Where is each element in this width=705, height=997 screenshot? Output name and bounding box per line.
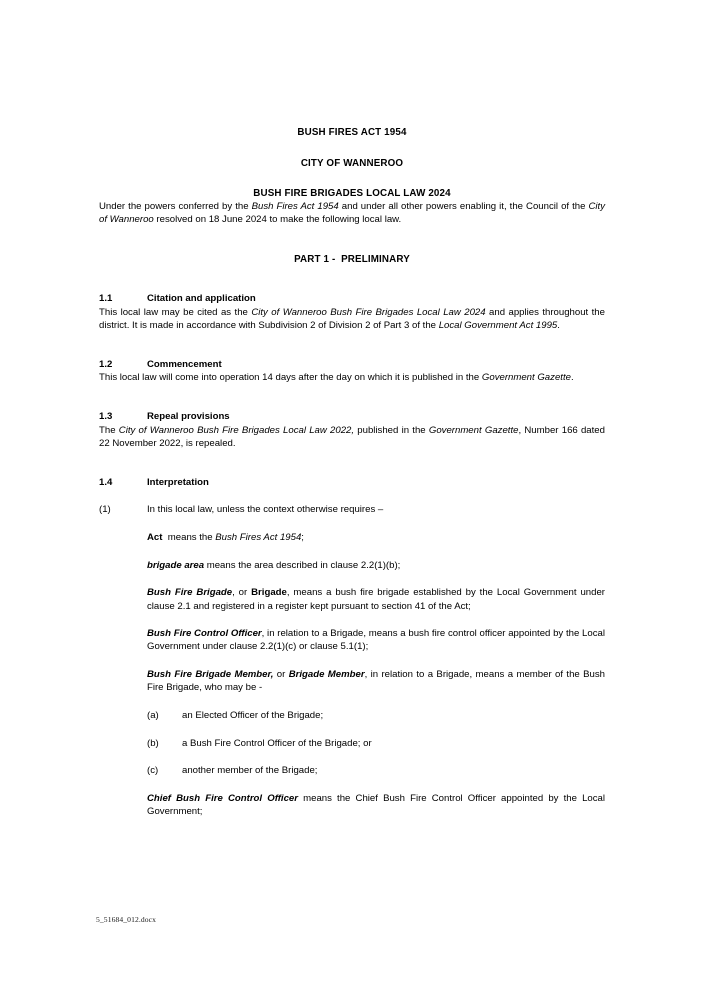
clause-1-1-text-2: and applies throughout the district. It is made in accordance with Subdivision 2 of Division 2 of Part 3 of the (99, 306, 605, 331)
local-law-title: BUSH FIRE BRIGADES LOCAL LAW 2024 (253, 188, 451, 199)
clause-heading-1-3 (99, 410, 605, 423)
preamble-text-1: Under the powers conferred by the (99, 201, 252, 212)
clause-number-1-2: 1.2 (99, 359, 113, 371)
list-item-marker-b: (b) (147, 737, 159, 749)
definition-brigade-area-term: brigade area (147, 559, 205, 571)
clause-title-1-1: Citation and application (147, 293, 256, 305)
clause-1-1-text-3: . (557, 319, 560, 331)
definition-chief-bush-fire-control-officer-term: Chief Bush Fire Control Officer (147, 793, 298, 805)
clause-1-1-italic-2: Local Government Act 1995 (438, 319, 558, 331)
clause-heading-1-2 (99, 358, 605, 371)
definition-act-text-1: means the (162, 531, 216, 543)
subclause-1-number: (1) (99, 504, 111, 516)
definition-bush-fire-brigade (147, 586, 605, 612)
preamble-italic-2: City of Wanneroo (99, 201, 605, 226)
clause-1-2-text-2: . (570, 372, 574, 384)
clause-heading-1-1 (99, 292, 605, 305)
definition-bush-fire-brigade-text-1: , or (232, 587, 252, 599)
definition-act-italic-1: Bush Fires Act 1954 (215, 531, 302, 543)
clause-title-1-3: Repeal provisions (147, 411, 230, 423)
definition-bush-fire-brigade-alt-term: Brigade (251, 587, 287, 599)
clause-title-1-4: Interpretation (147, 477, 209, 489)
subclause-1-text: In this local law, unless the context otherwise requires – (147, 504, 384, 516)
list-item (147, 737, 605, 750)
definition-act-text-2: ; (301, 531, 304, 543)
clause-number-1-4: 1.4 (99, 477, 113, 489)
definition-act-term: Act (147, 531, 163, 543)
part-1-heading: PART 1 - PRELIMINARY (294, 254, 410, 266)
clause-1-3-text-2: published in the (354, 424, 429, 436)
clause-1-1-italic-1: City of Wanneroo Bush Fire Brigades Local Law 2024 (251, 306, 486, 318)
definition-bush-fire-brigade-member-text-2: , in relation to a Brigade, means a member of the Bush Fire Brigade, who may be - (147, 669, 605, 694)
clause-1-2-text-1: This local law will come into operation 14 days after the day on which it is published in the (99, 372, 482, 384)
preamble-italic-1: Bush Fires Act 1954 (251, 201, 339, 212)
list-item (147, 764, 605, 777)
authority-title: CITY OF WANNEROO (300, 157, 404, 169)
act-title: BUSH FIRES ACT 1954 (297, 127, 407, 138)
list-item-text-b: a Bush Fire Control Officer of the Brigade; or (182, 737, 372, 749)
definition-bush-fire-brigade-member-alt-term: Brigade Member (288, 669, 365, 681)
preamble-paragraph (99, 200, 605, 226)
list-item-marker-c: (c) (147, 765, 159, 777)
clause-1-1-text-1: This local law may be cited as the (99, 306, 252, 318)
definition-act (147, 531, 605, 544)
definition-bush-fire-control-officer-text-1: , in relation to a Brigade, means a bush fire control officer appointed by the Local Government under clause 2.2(1)(c) or clause 5.1(1); (147, 628, 605, 653)
definition-bush-fire-brigade-member-text-1: or (273, 669, 289, 681)
subclause-1 (99, 503, 605, 516)
clause-body-1-1 (99, 306, 605, 332)
page-footer-filename: 5_51684_012.docx (96, 915, 157, 924)
clause-1-3-text-1: The (99, 424, 119, 436)
clause-number-1-3: 1.3 (99, 411, 113, 423)
definition-bush-fire-brigade-member-term: Bush Fire Brigade Member, (147, 669, 274, 681)
clause-number-1-1: 1.1 (99, 293, 113, 305)
definition-brigade-area-text-1: means the area described in clause 2.2(1)(b); (204, 559, 401, 571)
definition-chief-bush-fire-control-officer-text-1: means the Chief Bush Fire Control Officer appointed by the Local Government; (147, 793, 606, 818)
preamble-text-2: and under all other powers enabling it, the Council of the (338, 201, 589, 212)
document-content (99, 0, 605, 819)
definition-bush-fire-brigade-member (147, 668, 605, 694)
definition-bush-fire-brigade-text-2: , means a bush fire brigade established by the Local Government under clause 2.1 and registered in a register kept pursuant to section 41 of the Act; (147, 587, 605, 612)
clause-1-3-italic-2: Government Gazette (428, 424, 519, 436)
list-item-marker-a: (a) (147, 710, 159, 722)
list-item (147, 709, 605, 722)
clause-1-3-italic-1: City of Wanneroo Bush Fire Brigades Local Law 2022, (118, 424, 355, 436)
clause-1-2-italic-1: Government Gazette (481, 372, 571, 384)
title-block (99, 0, 605, 200)
list-item-text-c: another member of the Brigade; (182, 765, 318, 777)
preamble-text-3: resolved on 18 June 2024 to make the following local law. (153, 214, 402, 226)
clause-1-3-text-3: , Number 166 dated 22 November 2022, is repealed. (99, 424, 605, 449)
definition-brigade-area (147, 559, 605, 572)
clause-body-1-2 (99, 371, 605, 384)
clause-heading-1-4 (99, 476, 605, 489)
clause-title-1-2: Commencement (147, 359, 222, 371)
definition-bush-fire-brigade-term: Bush Fire Brigade (147, 587, 233, 599)
clause-body-1-3 (99, 424, 605, 450)
definition-chief-bush-fire-control-officer (147, 792, 605, 818)
list-item-text-a: an Elected Officer of the Brigade; (182, 710, 324, 722)
definition-bush-fire-control-officer (147, 627, 605, 653)
definition-bush-fire-control-officer-term: Bush Fire Control Officer (147, 628, 262, 640)
